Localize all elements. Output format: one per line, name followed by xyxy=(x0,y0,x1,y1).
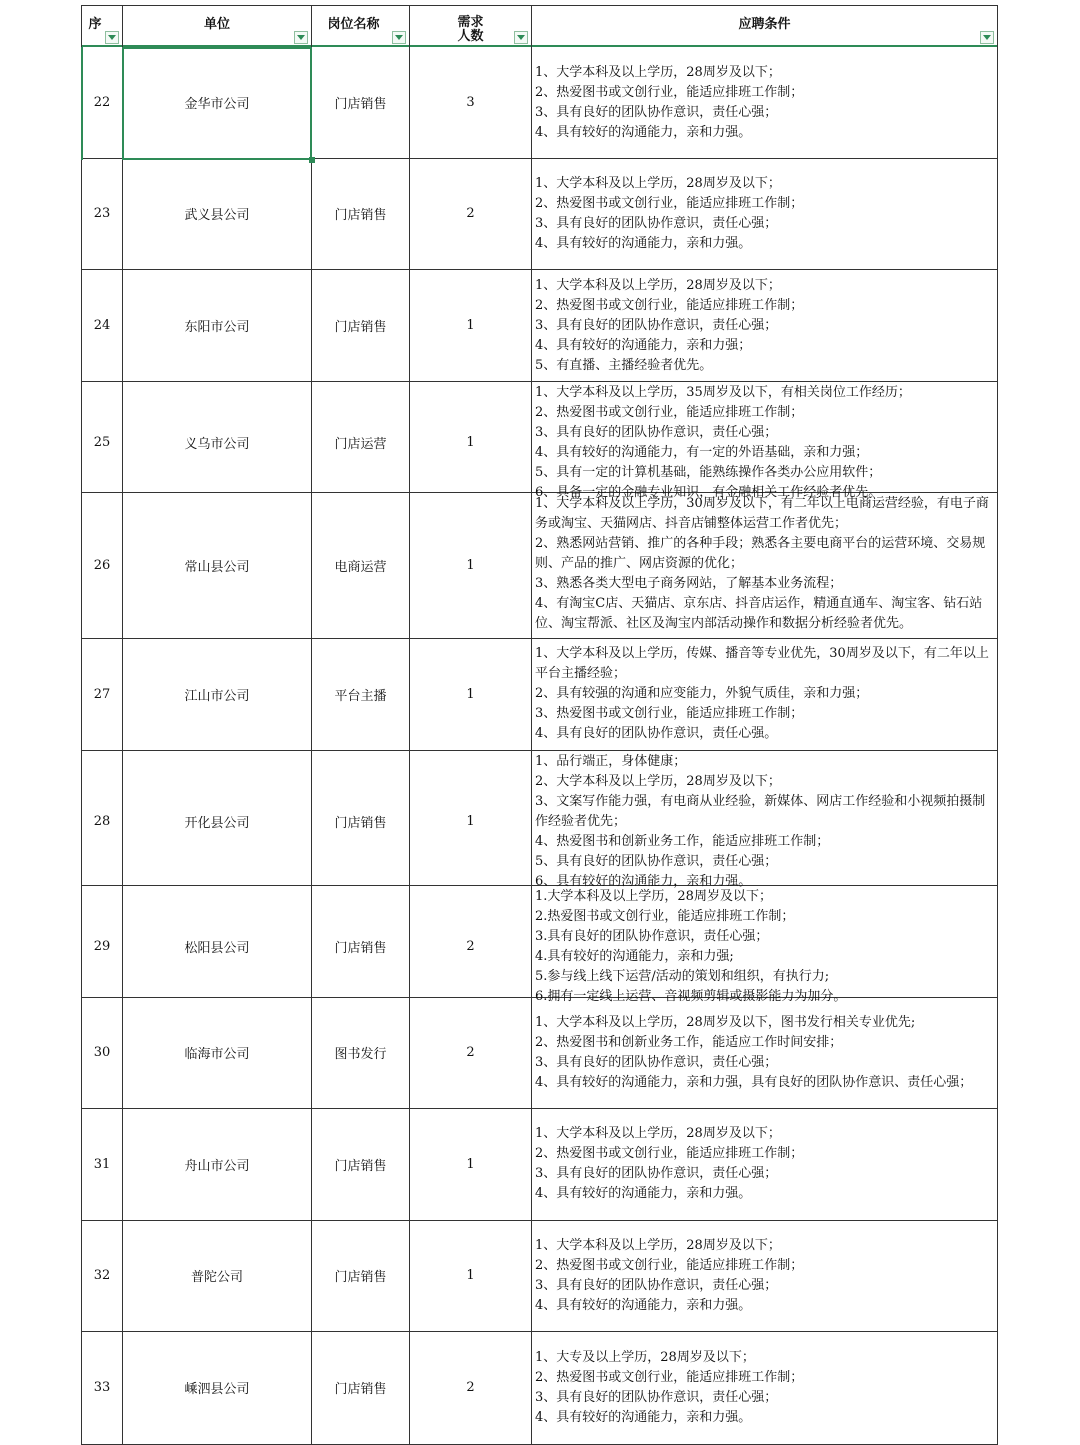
cell-position[interactable]: 平台主播 xyxy=(311,638,409,750)
cell-position[interactable]: 门店销售 xyxy=(311,885,409,1007)
condition-line: 2、热爱图书或文创行业，能适应排班工作制； xyxy=(535,297,804,313)
condition-line: 5、具有良好的团队协作意识，责任心强； xyxy=(535,854,778,869)
condition-line: 4、具有较好的沟通能力，亲和力强，具有良好的团队协作意识、责任心强； xyxy=(535,1074,973,1090)
condition-line: 5、有直播、主播经验者优先。 xyxy=(535,357,713,373)
cell-seq[interactable]: 22 xyxy=(81,47,122,158)
cell-unit[interactable]: 江山市公司 xyxy=(122,638,311,750)
cell-position[interactable]: 电商运营 xyxy=(311,492,409,638)
header-position-label: 岗位名称 xyxy=(327,16,380,32)
cell-count[interactable]: 3 xyxy=(409,47,531,158)
condition-line: 2、热爱图书或文创行业，能适应排班工作制； xyxy=(535,195,804,211)
cell-seq[interactable]: 30 xyxy=(81,997,122,1108)
cell-position[interactable]: 图书发行 xyxy=(311,997,409,1108)
cell-conditions[interactable] xyxy=(531,638,998,750)
cell-seq[interactable]: 29 xyxy=(81,885,122,1007)
condition-line: 3、熟悉各类大型电子商务网站，了解基本业务流程； xyxy=(535,576,843,591)
filter-dropdown-icon[interactable] xyxy=(514,31,528,44)
condition-line: 1、品行端正，身体健康； xyxy=(535,754,687,769)
cell-seq[interactable]: 28 xyxy=(81,750,122,892)
condition-line: 1、大学本科及以上学历，28周岁及以下； xyxy=(535,1237,781,1253)
cell-conditions[interactable] xyxy=(531,158,998,269)
cell-seq[interactable]: 25 xyxy=(81,381,122,503)
condition-line: 2、熟悉网站营销、推广的各种手段；熟悉各主要电商平台的运营环境、交易规则、产品的推广、网店资源的优化； xyxy=(535,536,986,571)
cell-seq[interactable]: 32 xyxy=(81,1220,122,1331)
cell-count[interactable]: 1 xyxy=(409,638,531,750)
filter-dropdown-icon[interactable] xyxy=(980,31,994,44)
cell-conditions[interactable] xyxy=(531,47,998,158)
header-count-label-top: 需求 xyxy=(457,15,484,30)
table-row xyxy=(81,1108,998,1221)
header-seq-label: 序 xyxy=(88,16,102,32)
condition-line: 1、大学本科及以上学历，28周岁及以下，图书发行相关专业优先; xyxy=(535,1014,916,1030)
condition-line: 1、大专及以上学历，28周岁及以下； xyxy=(535,1349,755,1365)
cell-seq[interactable]: 31 xyxy=(81,1108,122,1220)
condition-line: 3、具有良好的团队协作意识，责任心强； xyxy=(535,1054,778,1070)
header-count xyxy=(409,6,531,48)
condition-line: 1、大学本科及以上学历，30周岁及以下，有二年以上电商运营经验，有电子商务或淘宝、天猫网店、抖音店铺整体运营工作者优先； xyxy=(535,496,989,531)
header-unit xyxy=(122,6,311,48)
cell-position[interactable]: 门店销售 xyxy=(311,750,409,892)
filter-dropdown-icon[interactable] xyxy=(294,31,308,44)
fill-handle[interactable] xyxy=(309,157,315,163)
cell-count[interactable]: 2 xyxy=(409,158,531,269)
cell-unit[interactable]: 普陀公司 xyxy=(122,1220,311,1331)
cell-position[interactable]: 门店销售 xyxy=(311,1331,409,1444)
table-row xyxy=(81,47,998,159)
condition-line: 3、文案写作能力强，有电商从业经验，新媒体、网店工作经验和小视频拍摄制作经验者优先； xyxy=(535,794,986,829)
condition-line: 4、有淘宝C店、天猫店、京东店、抖音店运作，精通直通车、淘宝客、钻石站位、淘宝帮派、社区及淘宝内部活动操作和数据分析经验者优先。 xyxy=(535,596,983,631)
table-row xyxy=(81,997,998,1109)
condition-line: 4.具有较好的沟通能力，亲和力强; xyxy=(535,949,734,964)
cell-conditions[interactable] xyxy=(531,270,998,381)
condition-line: 6、具有较好的沟通能力，亲和力强。 xyxy=(535,874,752,889)
condition-line: 3、具有良好的团队协作意识，责任心强； xyxy=(535,1389,778,1405)
cell-unit[interactable]: 武义县公司 xyxy=(122,158,311,269)
filter-dropdown-icon[interactable] xyxy=(105,31,119,44)
condition-line: 2、具有较强的沟通和应变能力，外貌气质佳，亲和力强； xyxy=(535,686,869,701)
condition-line: 2、热爱图书或文创行业，能适应排班工作制； xyxy=(535,84,804,100)
cell-count[interactable]: 2 xyxy=(409,885,531,1007)
cell-conditions[interactable] xyxy=(531,381,998,503)
condition-line: 4、具有较好的沟通能力，有一定的外语基础，亲和力强； xyxy=(535,445,869,460)
condition-line: 6.拥有一定线上运营、音视频剪辑或摄影能力为加分。 xyxy=(535,989,847,1004)
condition-line: 3、热爱图书或文创行业，能适应排班工作制； xyxy=(535,706,804,721)
cell-position[interactable]: 门店销售 xyxy=(311,1220,409,1331)
cell-unit[interactable]: 松阳县公司 xyxy=(122,885,311,1007)
cell-conditions[interactable] xyxy=(531,1108,998,1220)
cell-position[interactable]: 门店运营 xyxy=(311,381,409,503)
cell-seq[interactable]: 33 xyxy=(81,1331,122,1444)
table-row xyxy=(81,1220,998,1332)
table-row xyxy=(81,638,998,751)
cell-count[interactable]: 1 xyxy=(409,1108,531,1220)
condition-line: 1、大学本科及以上学历，28周岁及以下； xyxy=(535,277,781,293)
condition-line: 1、大学本科及以上学历，28周岁及以下； xyxy=(535,1126,781,1141)
condition-line: 1、大学本科及以上学历，28周岁及以下； xyxy=(535,175,781,191)
condition-line: 3、具有良好的团队协作意识，责任心强； xyxy=(535,104,778,120)
cell-unit[interactable]: 嵊泗县公司 xyxy=(122,1331,311,1444)
cell-unit[interactable]: 临海市公司 xyxy=(122,997,311,1108)
condition-line: 2、热爱图书和创新业务工作，能适应工作时间安排； xyxy=(535,1034,843,1050)
condition-line: 4、热爱图书和创新业务工作，能适应排班工作制； xyxy=(535,834,830,849)
cell-count[interactable]: 2 xyxy=(409,1331,531,1444)
filter-dropdown-icon[interactable] xyxy=(392,31,406,44)
condition-line: 4、具有较好的沟通能力，亲和力强。 xyxy=(535,1186,752,1201)
cell-count[interactable]: 2 xyxy=(409,997,531,1108)
table-row xyxy=(81,381,998,500)
cell-conditions[interactable] xyxy=(531,492,998,638)
cell-count[interactable]: 1 xyxy=(409,270,531,381)
header-conditions xyxy=(531,6,998,48)
cell-conditions[interactable] xyxy=(531,750,998,892)
header-unit-label: 单位 xyxy=(203,16,230,32)
condition-line: 6、具备一定的金融专业知识，有金融相关工作经验者优先。 xyxy=(535,485,882,500)
condition-line: 4、具有较好的沟通能力，亲和力强。 xyxy=(535,1409,752,1425)
condition-line: 3、具有良好的团队协作意识，责任心强； xyxy=(535,215,778,231)
cell-seq[interactable]: 23 xyxy=(81,158,122,269)
condition-line: 1、大学本科及以上学历，35周岁及以下，有相关岗位工作经历； xyxy=(535,385,911,400)
cell-unit[interactable]: 义乌市公司 xyxy=(122,381,311,503)
cell-count[interactable]: 1 xyxy=(409,492,531,638)
condition-line: 2.热爱图书或文创行业，能适应排班工作制； xyxy=(535,909,795,924)
cell-unit[interactable]: 金华市公司 xyxy=(122,47,311,158)
header-conditions-label: 应聘条件 xyxy=(738,16,791,32)
cell-position[interactable]: 门店销售 xyxy=(311,270,409,381)
condition-line: 2、热爱图书或文创行业，能适应排班工作制； xyxy=(535,1146,804,1161)
table-row xyxy=(81,1331,998,1445)
cell-unit[interactable]: 开化县公司 xyxy=(122,750,311,892)
condition-line: 3、具有良好的团队协作意识，责任心强； xyxy=(535,1277,778,1293)
condition-line: 1、大学本科及以上学历，28周岁及以下； xyxy=(535,64,781,80)
condition-line: 3、具有良好的团队协作意识，责任心强； xyxy=(535,1166,778,1181)
cell-position[interactable]: 门店销售 xyxy=(311,158,409,269)
cell-conditions[interactable] xyxy=(531,1220,998,1331)
header-row xyxy=(81,5,998,47)
table-row xyxy=(81,750,998,889)
condition-line: 1、大学本科及以上学历，传媒、播音等专业优先，30周岁及以下，有二年以上平台主播经验； xyxy=(535,646,989,681)
cell-unit[interactable]: 东阳市公司 xyxy=(122,270,311,381)
cell-seq[interactable]: 26 xyxy=(81,492,122,638)
condition-line: 2、热爱图书或文创行业，能适应排班工作制； xyxy=(535,1257,804,1273)
condition-line: 4、具有较好的沟通能力，亲和力强。 xyxy=(535,235,752,251)
cell-position[interactable]: 门店销售 xyxy=(311,47,409,158)
cell-seq[interactable]: 27 xyxy=(81,638,122,750)
condition-line: 1.大学本科及以上学历，28周岁及以下； xyxy=(535,889,772,904)
cell-unit[interactable]: 常山县公司 xyxy=(122,492,311,638)
condition-line: 2、热爱图书或文创行业，能适应排班工作制； xyxy=(535,405,804,420)
table-row xyxy=(81,158,998,270)
condition-line: 3.具有良好的团队协作意识，责任心强； xyxy=(535,929,769,944)
cell-conditions[interactable] xyxy=(531,997,998,1108)
header-position xyxy=(311,6,409,48)
cell-count[interactable]: 1 xyxy=(409,381,531,503)
condition-line: 4、具有较好的沟通能力，亲和力强。 xyxy=(535,1297,752,1313)
condition-line: 4、具有良好的团队协作意识，责任心强。 xyxy=(535,726,778,741)
condition-line: 4、具有较好的沟通能力，亲和力强； xyxy=(535,337,752,353)
cell-conditions[interactable] xyxy=(531,1331,998,1444)
condition-line: 5.参与线上线下运营/活动的策划和组织，有执行力; xyxy=(535,969,830,984)
condition-line: 2、大学本科及以上学历，28周岁及以下； xyxy=(535,774,781,789)
header-seq xyxy=(81,6,122,48)
condition-line: 3、具有良好的团队协作意识，责任心强； xyxy=(535,425,778,440)
cell-conditions[interactable] xyxy=(531,885,998,1007)
condition-line: 5、具有一定的计算机基础，能熟练操作各类办公应用软件； xyxy=(535,465,882,480)
condition-line: 4、具有较好的沟通能力，亲和力强。 xyxy=(535,124,752,140)
condition-line: 2、热爱图书或文创行业，能适应排班工作制； xyxy=(535,1369,804,1385)
row-selection-marker xyxy=(81,47,83,160)
condition-line: 3、具有良好的团队协作意识，责任心强； xyxy=(535,317,778,333)
table-row xyxy=(81,885,998,1004)
cell-position[interactable]: 门店销售 xyxy=(311,1108,409,1220)
header-count-label-bottom: 人数 xyxy=(457,29,484,44)
cell-seq[interactable]: 24 xyxy=(81,270,122,381)
cell-unit[interactable]: 舟山市公司 xyxy=(122,1108,311,1220)
table-row xyxy=(81,270,998,382)
cell-count[interactable]: 1 xyxy=(409,750,531,892)
table-row xyxy=(81,492,998,639)
cell-count[interactable]: 1 xyxy=(409,1220,531,1331)
